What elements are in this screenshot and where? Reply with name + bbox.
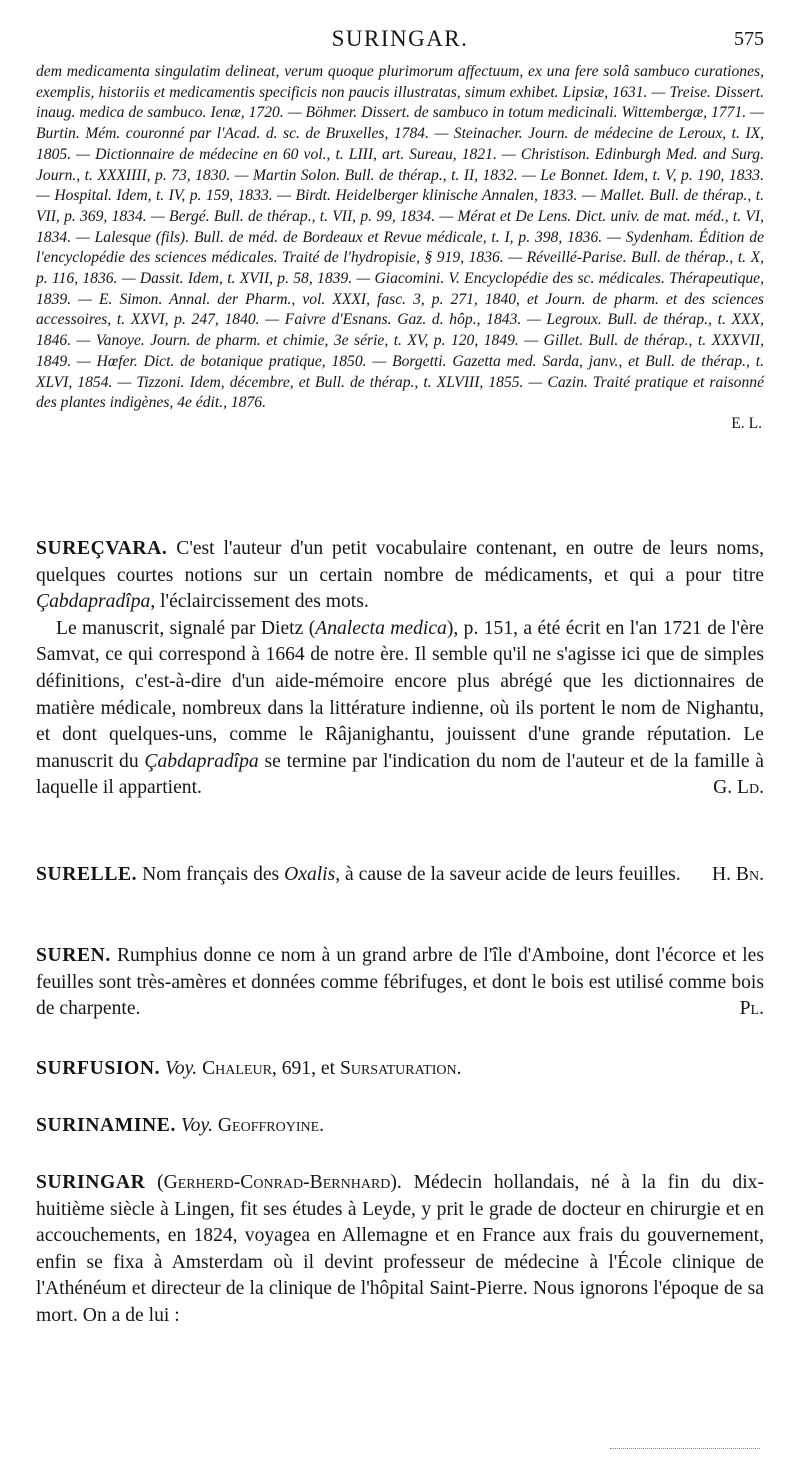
ref-analecta-medica: Analecta medica	[315, 617, 447, 639]
surelle-signature: H. Bn.	[711, 864, 764, 885]
surelle-text-b: , à cause de la saveur acide de leurs feuilles.	[335, 864, 681, 885]
page-number: 575	[734, 28, 764, 50]
surfusion-text-mid: , 691, et	[271, 1058, 340, 1079]
entry-surelle-text	[36, 862, 764, 889]
surecvara-text-2b: ), p. 151, a été écrit en l'an 1721 de l'ère Samvat, ce qui correspond à 1664 de notre ère. Il semble qu'il ne s'agisse ici que de simples définitions, c'est-à-dire d'un aide-mémoire encore plus abrégé que les dictionnaires de matière médicale, nombreux dans la littérature indienne, où ils portent le nom de Nighantu, et dont quelques-uns, comme le Râjanighantu, jouissent d'une grande réputation. Le manuscrit du	[36, 617, 764, 772]
suringar-text: . Médecin hollandais, né à la fin du dix-huitième siècle à Lingen, fit ses études à Leyde, y prit le grade de docteur en chirurgie et en accouchements, en 1824, voyagea en Allemagne et en France aux frais du gouvernement, enfin se fixa à Amsterdam où il devint professeur de médecine à l'École clinique de l'Athénéum et directeur de la clinique de l'hôpital Saint-Pierre. Nous ignorons l'époque de sa mort. On a de lui :	[36, 1172, 764, 1326]
surfusion-text-end: .	[456, 1058, 462, 1079]
entry-suren-text	[36, 943, 764, 1023]
surecvara-signature: G. Ld.	[713, 777, 764, 799]
suringar-names: (Gerherd-Conrad-Bernhard)	[157, 1172, 397, 1193]
entry-suren	[36, 943, 764, 1023]
surelle-text-a: Nom français des	[142, 864, 285, 885]
genus-oxalis: Oxalis	[284, 864, 336, 885]
entry-surecvara	[36, 536, 764, 802]
bibliography-text: dem medicamenta singulatim delineat, verum quoque plurimorum affectuum, ex una fere solâ sambuco curationes, exemplis, historiis et medicamentis specificis non paucis illustratas, simum exhibet. Lipsiæ, 1631. — Treise. Dissert. inaug. medica de sambuco. Ienæ, 1720. — Böhmer. Dissert. de sambuco in totum medicinali. Wittembergæ, 1771. — Burtin. Mém. couronné par l'Acad. d. sc. de Bruxelles, 1784. — Steinacher. Journ. de médecine de Leroux, t. IX, 1805. — Dictionnaire de médecine en 60 vol., t. LIII, art. Sureau, 1821. — Christison. Edinburgh Med. and Surg. Journ., t. XXXIIII, p. 73, 1830. — Martin Solon. Bull. de thérap., t. II, 1832. — Le Bonnet. Idem, t. V, p. 190, 1833. — Hospital. Idem, t. IV, p. 159, 1833. — Birdt. Heidelberger klinische Annalen, 1833. — Mallet. Bull. de thérap., t. VII, p. 369, 1834. — Bergé. Bull. de thérap., t. VII, p. 99, 1834. — Mérat et De Lens. Dict. univ. de mat. méd., t. VI, 1834. — Lalesque (fils). Bull. de méd. de Bordeaux et Revue médicale, t. I, p. 398, 1836. — Sydenham. Édition de l'encyclopédie des sciences médicales. Traité de l'hydropisie, § 919, 1836. — Réveillé-Parise. Bull. de thérap., t. X, p. 116, 1836. — Dassit. Idem, t. XVII, p. 58, 1839. — Giacomini. V. Encyclopédie des sc. médicales. Thérapeutique, 1839. — E. Simon. Annal. der Pharm., vol. XXXI, fasc. 3, p. 271, 1840, et Journ. de pharm. et des sciences accessoires, t. XXVI, p. 247, 1840. — Faivre d'Esnans. Gaz. d. hôp., 1843. — Legroux. Bull. de thérap., t. XXX, 1846. — Vanoye. Journ. de pharm. et chimie, 3e série, t. XV, p. 120, 1849. — Gillet. Bull. de thérap., t. XXXVII, 1849. — Hœfer. Dict. de botanique pratique, 1850. — Borgetti. Gazetta med. Sarda, janv., et Bull. de thérap., t. XLVI, 1854. — Tizzoni. Idem, décembre, et Bull. de thérap., t. XLVIII, 1855. — Cazin. Traité pratique et raisonné des plantes indigènes, 4e édit., 1876.	[36, 63, 764, 412]
entry-surinamine-text	[36, 1113, 764, 1140]
headword-surinamine: SURINAMINE.	[36, 1115, 176, 1136]
surfusion-voy: Voy.	[165, 1058, 198, 1079]
suren-signature: Pl.	[739, 998, 764, 1020]
surinamine-voy: Voy.	[180, 1115, 213, 1136]
entry-surecvara-p2	[36, 616, 764, 802]
headword-surecvara: SUREÇVARA.	[36, 538, 168, 559]
headword-surelle: SURELLE.	[36, 864, 138, 885]
entry-suringar-text	[36, 1170, 764, 1330]
entry-surecvara-p1	[36, 536, 764, 616]
surecvara-text-1a: C'est l'auteur d'un petit vocabulaire contenant, en outre de leurs noms, quelques courtes notions sur un certain nombre de médicaments, et qui a pour titre	[36, 538, 764, 586]
bibliography-block	[36, 62, 764, 435]
suren-text: Rumphius donne ce nom à un grand arbre de l'île d'Amboine, dont l'écorce et les feuilles sont très-amères et données comme fébrifuges, et dont le bois est utilisé comme bois de charpente.	[36, 945, 764, 1020]
title-cabdapradipa: Çabdapradîpa	[36, 591, 151, 613]
footer-dotted-rule	[610, 1448, 760, 1449]
entry-surfusion	[36, 1056, 764, 1083]
entry-suringar	[36, 1170, 764, 1330]
headword-suringar: SURINGAR	[36, 1172, 146, 1193]
entry-surinamine	[36, 1113, 764, 1140]
title-cabdapradipa-2: Çabdapradîpa	[144, 750, 259, 772]
xref-sursaturation: Sursaturation	[339, 1058, 457, 1079]
entry-surfusion-text	[36, 1056, 764, 1083]
xref-geoffroyine: Geoffroyine	[217, 1115, 320, 1136]
bibliography-signature: E. L.	[731, 414, 762, 432]
page-header	[0, 26, 800, 62]
running-title: SURINGAR.	[331, 26, 469, 51]
surecvara-text-2c: se termine par l'indication du nom de l'auteur et de la famille à laquelle il appartient.	[36, 750, 765, 799]
surecvara-text-1b: , l'éclaircissement des mots.	[150, 591, 369, 613]
surecvara-text-2a: Le manuscrit, signalé par Dietz (	[56, 617, 316, 639]
headword-suren: SUREN.	[36, 945, 111, 966]
entry-surelle	[36, 862, 764, 889]
xref-chaleur: Chaleur	[202, 1058, 272, 1079]
headword-surfusion: SURFUSION.	[36, 1058, 161, 1079]
surinamine-text-end: .	[319, 1115, 325, 1136]
